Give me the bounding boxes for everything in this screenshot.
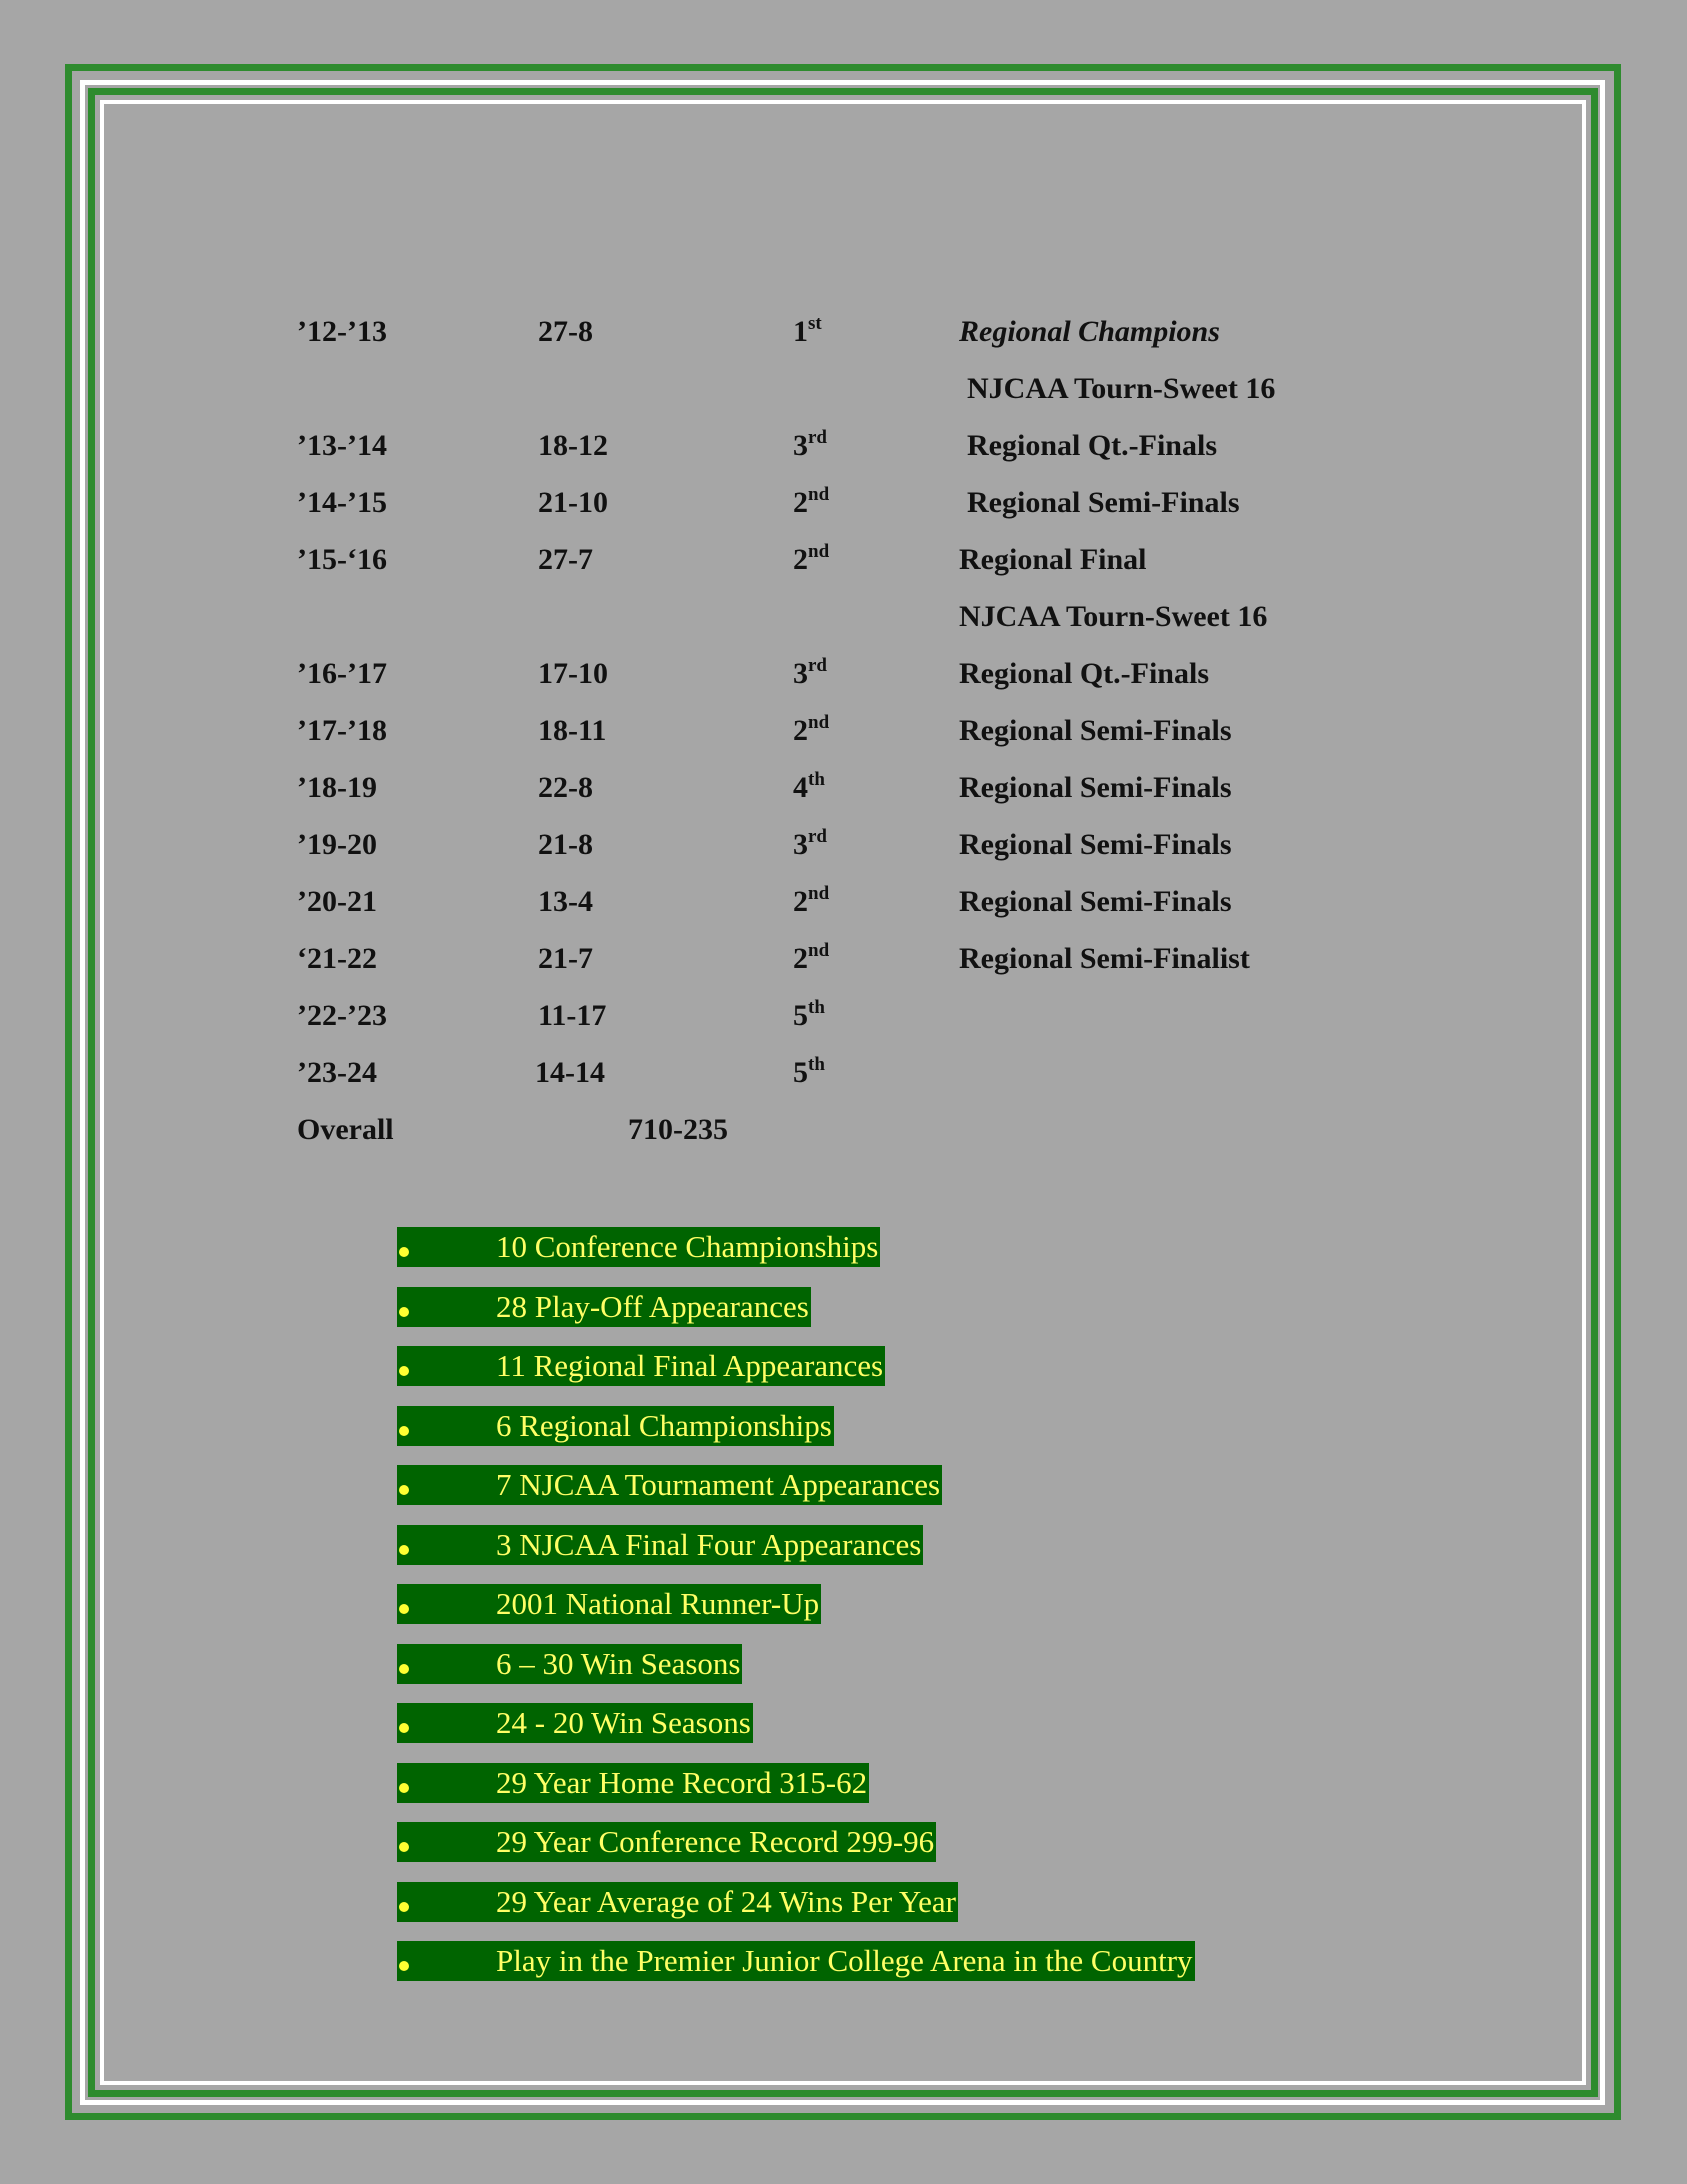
season: ’22-’23	[297, 999, 387, 1032]
bullet-icon	[397, 1882, 496, 1922]
result-note: Regional Qt.-Finals	[959, 657, 1210, 690]
season: ’20-21	[297, 885, 377, 918]
place: 5th	[793, 1054, 825, 1089]
bullet-icon	[397, 1703, 496, 1743]
list-item: 7 NJCAA Tournament Appearances	[397, 1465, 942, 1505]
season: ’12-’13	[297, 315, 387, 348]
season: ’13-’14	[297, 429, 387, 462]
result-note: NJCAA Tourn-Sweet 16	[967, 372, 1276, 405]
season: ’19-20	[297, 828, 377, 861]
list-item: 24 - 20 Win Seasons	[397, 1703, 753, 1743]
record: 17-10	[538, 657, 608, 690]
record: 11-17	[538, 999, 607, 1032]
season: ’17-’18	[297, 714, 387, 747]
list-item: 10 Conference Championships	[397, 1227, 880, 1267]
result-note: Regional Semi-Finals	[967, 486, 1240, 519]
place: 3rd	[793, 655, 827, 690]
place: 2nd	[793, 712, 830, 747]
place: 2nd	[793, 484, 830, 519]
place: 1st	[793, 313, 822, 348]
season: ‘21-22	[297, 942, 377, 975]
bullet-icon	[397, 1584, 496, 1624]
result-note: NJCAA Tourn-Sweet 16	[959, 600, 1268, 633]
record: 14-14	[535, 1056, 605, 1089]
record: 27-8	[538, 315, 593, 348]
season: ’16-’17	[297, 657, 387, 690]
bullet-icon	[397, 1346, 496, 1386]
bullet-icon	[397, 1287, 496, 1327]
bullet-icon	[397, 1822, 496, 1862]
list-item: 2001 National Runner-Up	[397, 1584, 821, 1624]
season: ’23-24	[297, 1056, 377, 1089]
result-note: Regional Semi-Finals	[959, 771, 1232, 804]
overall-value: 710-235	[628, 1113, 728, 1146]
place: 5th	[793, 997, 825, 1032]
season: ’18-19	[297, 771, 377, 804]
record: 27-7	[538, 543, 593, 576]
overall-label: Overall	[297, 1113, 394, 1146]
bullet-icon	[397, 1227, 496, 1267]
record: 18-11	[538, 714, 607, 747]
list-item: Play in the Premier Junior College Arena in the Country	[397, 1941, 1195, 1981]
result-note: Regional Final	[959, 543, 1147, 576]
list-item: 6 – 30 Win Seasons	[397, 1644, 742, 1684]
list-item: 6 Regional Championships	[397, 1406, 834, 1446]
record: 21-7	[538, 942, 593, 975]
result-note: Regional Semi-Finals	[959, 885, 1232, 918]
season: ’15-‘16	[297, 543, 387, 576]
bullet-icon	[397, 1644, 496, 1684]
list-item: 29 Year Conference Record 299-96	[397, 1822, 936, 1862]
place: 2nd	[793, 541, 830, 576]
place: 2nd	[793, 883, 830, 918]
bullet-icon	[397, 1525, 496, 1565]
list-item: 29 Year Average of 24 Wins Per Year	[397, 1882, 958, 1922]
result-note: Regional Champions	[959, 315, 1220, 348]
result-note: Regional Semi-Finals	[959, 714, 1232, 747]
result-note: Regional Semi-Finalist	[959, 942, 1250, 975]
list-item: 29 Year Home Record 315-62	[397, 1763, 869, 1803]
place: 2nd	[793, 940, 830, 975]
result-note: Regional Semi-Finals	[959, 828, 1232, 861]
record: 13-4	[538, 885, 593, 918]
bullet-icon	[397, 1406, 496, 1446]
season: ’14-’15	[297, 486, 387, 519]
place: 4th	[793, 769, 825, 804]
place: 3rd	[793, 427, 827, 462]
list-item: 3 NJCAA Final Four Appearances	[397, 1525, 923, 1565]
record: 18-12	[538, 429, 608, 462]
bullet-icon	[397, 1941, 496, 1981]
record: 21-8	[538, 828, 593, 861]
list-item: 28 Play-Off Appearances	[397, 1287, 811, 1327]
record: 21-10	[538, 486, 608, 519]
bullet-icon	[397, 1465, 496, 1505]
list-item: 11 Regional Final Appearances	[397, 1346, 885, 1386]
place: 3rd	[793, 826, 827, 861]
bullet-icon	[397, 1763, 496, 1803]
record: 22-8	[538, 771, 593, 804]
result-note: Regional Qt.-Finals	[967, 429, 1218, 462]
